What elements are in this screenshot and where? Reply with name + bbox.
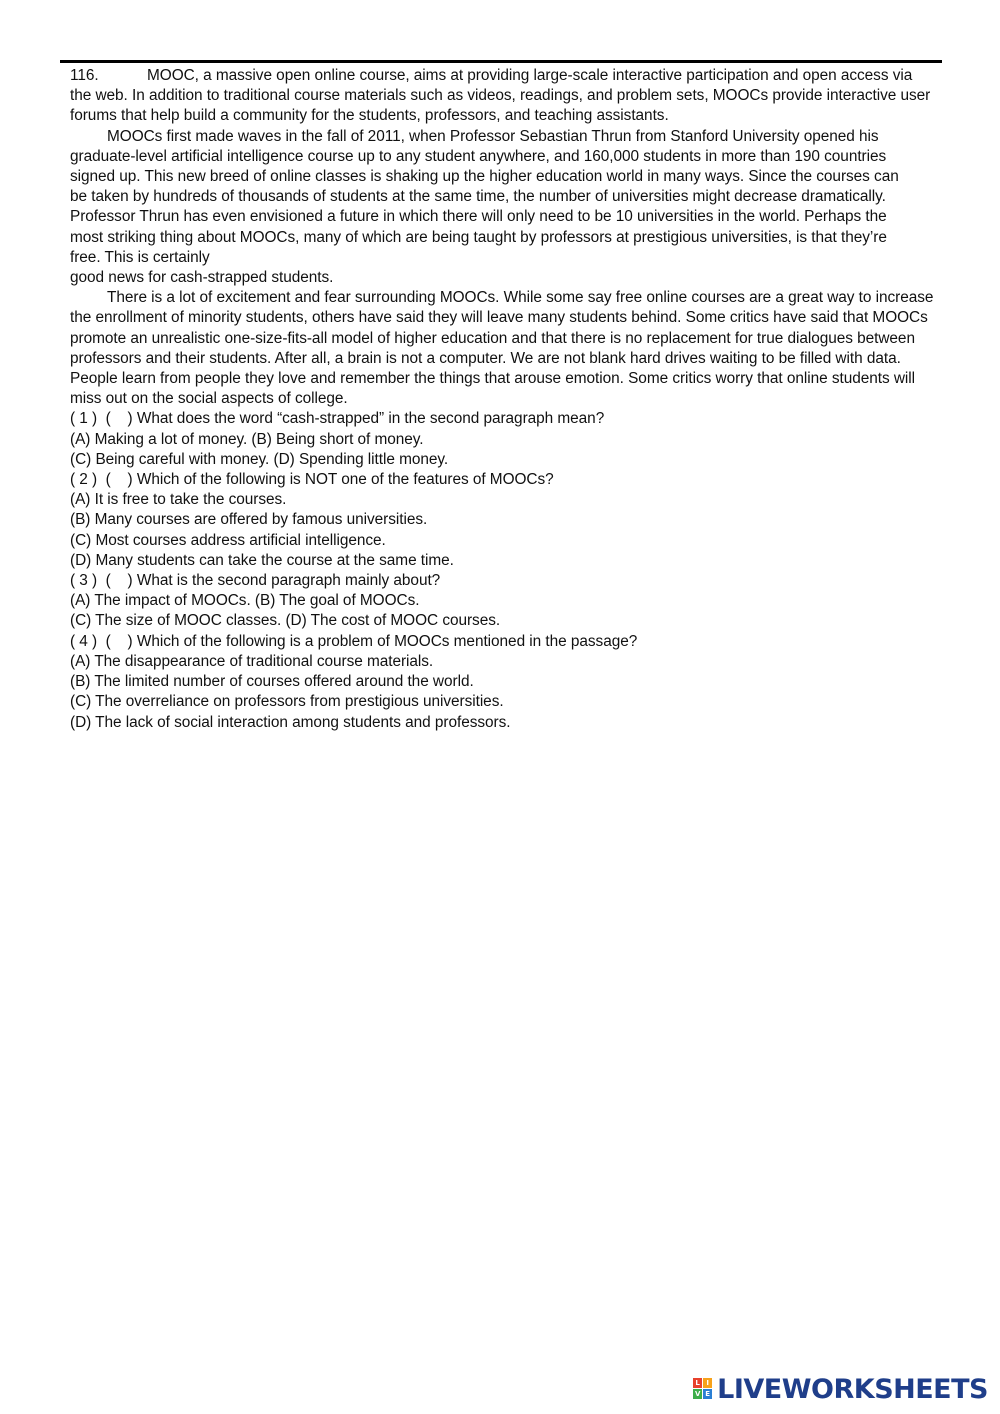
- question-3-text: What is the second paragraph mainly about?: [136, 572, 441, 590]
- liveworksheets-brand-text: LIVEWORKSHEETS: [717, 1373, 988, 1405]
- question-1-options-cd: (C) Being careful with money. (D) Spending little money.: [70, 450, 449, 468]
- question-4: [70, 632, 936, 652]
- question-4-option-d: (D) The lack of social interaction among students and professors.: [70, 713, 511, 731]
- passage-paragraph-1: [70, 66, 936, 127]
- question-2-option-d: (D) Many students can take the course at the same time.: [70, 551, 454, 569]
- logo-letter-i: I: [703, 1378, 712, 1388]
- question-3-options-cd: (C) The size of MOOC classes. (D) The cost of MOOC courses.: [70, 612, 501, 630]
- logo-letter-v: V: [694, 1390, 701, 1398]
- question-2-text: Which of the following is NOT one of the features of MOOCs?: [136, 471, 554, 489]
- passage-paragraph-2-end: good news for cash-strapped students.: [70, 269, 334, 287]
- question-2-option-b: (B) Many courses are offered by famous universities.: [70, 511, 428, 529]
- question-2: [70, 470, 936, 490]
- question-2-option-c: (C) Most courses address artificial intelligence.: [70, 531, 386, 549]
- question-3: [70, 571, 936, 591]
- passage-paragraph-1-text: MOOC, a massive open online course, aims at providing large-scale interactive participation and open access via the web. In addition to traditional course materials such as videos, readings, and problem sets, MOOCs provide interactive user forums that help build a community for the students, professors, and teaching assistants.: [70, 67, 931, 125]
- logo-letter-e: E: [703, 1389, 712, 1399]
- question-4-option-b: (B) The limited number of courses offered around the world.: [70, 673, 474, 691]
- liveworksheets-logo: [693, 1374, 988, 1404]
- question-1: [70, 409, 936, 429]
- question-1-blank[interactable]: ( 1 ) ( ): [70, 410, 133, 428]
- question-4-option-a: (A) The disappearance of traditional course materials.: [70, 652, 434, 670]
- question-3-options-ab: (A) The impact of MOOCs. (B) The goal of MOOCs.: [70, 592, 420, 610]
- question-1-options-ab: (A) Making a lot of money. (B) Being short of money.: [70, 430, 424, 448]
- worksheet-content: [70, 66, 936, 733]
- question-3-blank[interactable]: ( 3 ) ( ): [70, 572, 133, 590]
- top-rule: [60, 60, 942, 63]
- passage-paragraph-2: MOOCs first made waves in the fall of 2011, when Professor Sebastian Thrun from Stanford University opened his graduate-level artificial intelligence course up to any student anywhere, and 160,000 students in more than 190 countries signed up. This new breed of online classes is shaking up the higher education world in many ways. Since the courses can be taken by hundreds of thousands of students at the same time, the number of universities might decrease dramatically. Professor Thrun has even envisioned a future in which there will only need to be 10 universities in the world. Perhaps the most striking thing about MOOCs, many of which are being taught by professors at prestigious universities, is that they’re free. This is certainly: [70, 127, 899, 266]
- question-2-blank[interactable]: ( 2 ) ( ): [70, 471, 133, 489]
- question-2-option-a: (A) It is free to take the courses.: [70, 491, 287, 509]
- logo-letter-l: L: [693, 1378, 702, 1388]
- question-4-blank[interactable]: ( 4 ) ( ): [70, 632, 133, 650]
- passage-paragraph-3: There is a lot of excitement and fear surrounding MOOCs. While some say free online courses are a great way to increase the enrollment of minority students, others have said they will leave many students behind. Some critics have said that MOOCs promote an unrealistic one-size-fits-all model of higher education and that there is no replacement for true dialogues between professors and their students. After all, a brain is not a computer. We are not blank hard drives waiting to be filled with data. People learn from people they love and remember the things that arouse emotion. Some critics worry that online students will miss out on the social aspects of college.: [70, 289, 934, 408]
- liveworksheets-logo-icon: [693, 1378, 713, 1400]
- question-number: 116.: [70, 67, 99, 84]
- question-4-text: Which of the following is a problem of MOOCs mentioned in the passage?: [136, 632, 638, 650]
- question-1-text: What does the word “cash-strapped” in the second paragraph mean?: [136, 410, 605, 428]
- question-4-option-c: (C) The overreliance on professors from prestigious universities.: [70, 693, 504, 711]
